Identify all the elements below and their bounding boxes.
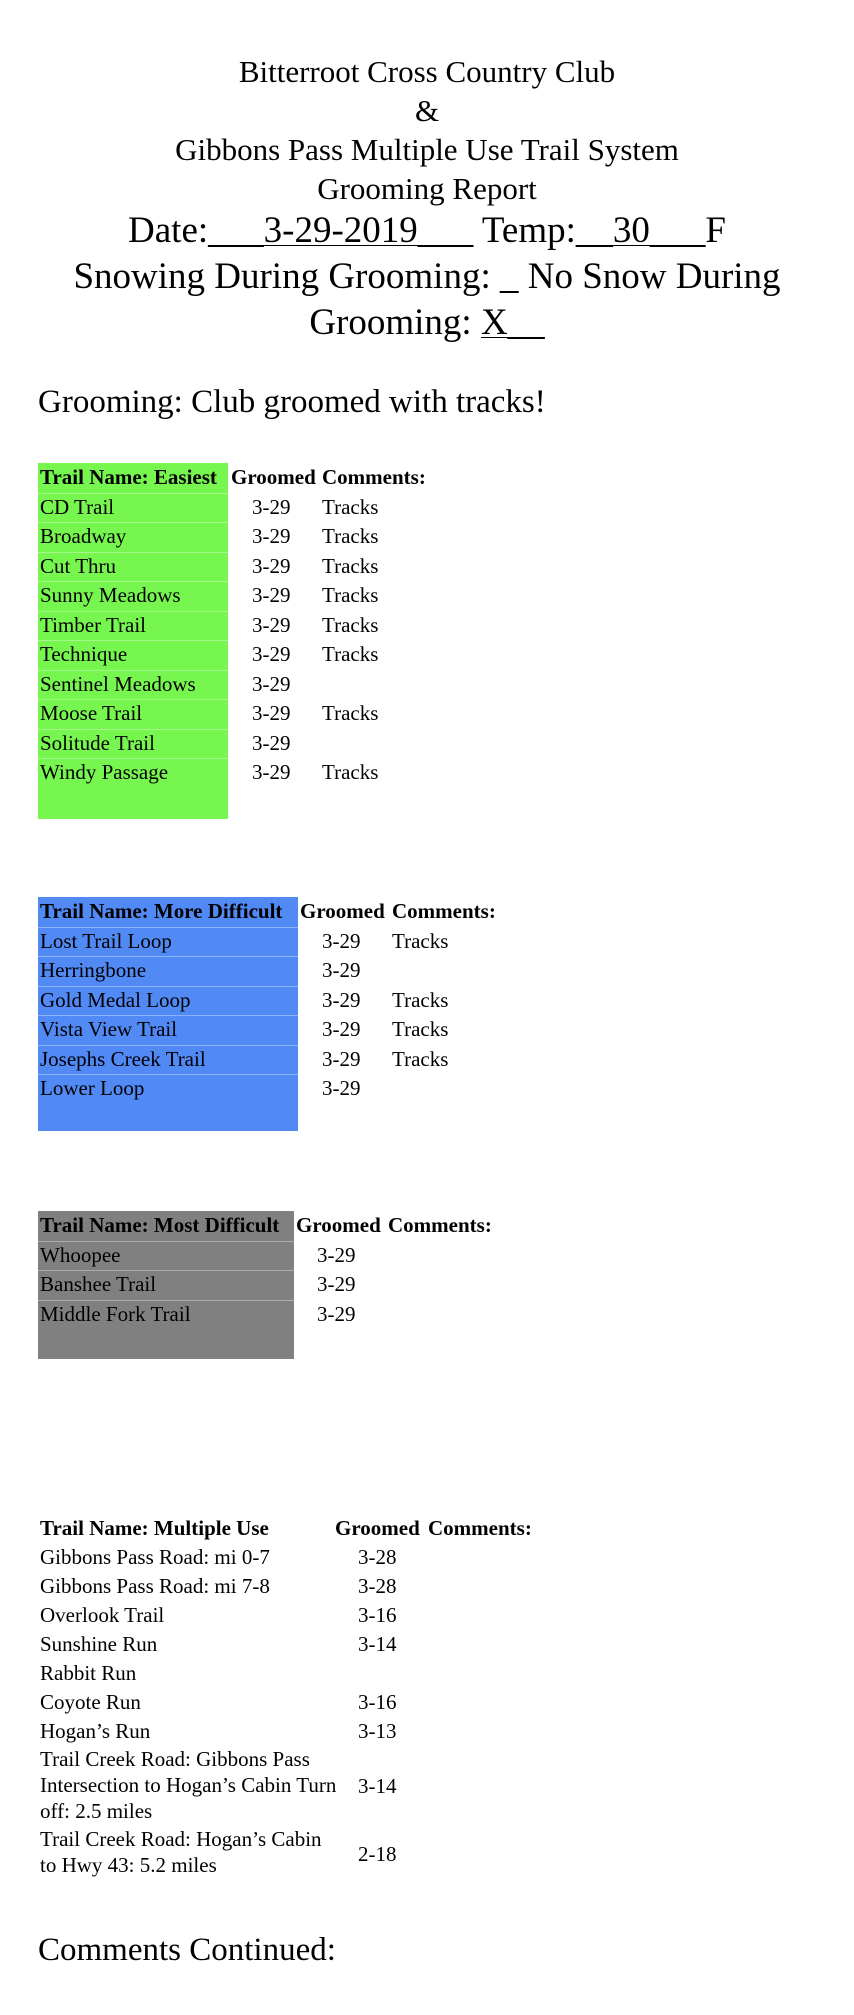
grooming-note: Grooming: Club groomed with tracks! xyxy=(38,384,546,420)
trail-name: Trail Creek Road: Hogan’s Cabin to Hwy 43: 5.2 miles xyxy=(40,1827,322,1877)
trail-name: Moose Trail xyxy=(40,701,143,725)
report-title: Grooming Report xyxy=(317,171,537,206)
groomed-date: 3-29 xyxy=(317,1272,356,1296)
trail-name: Sentinel Meadows xyxy=(40,671,196,696)
groomed-date: 3-16 xyxy=(358,1690,397,1714)
trail-name: Timber Trail xyxy=(40,612,147,637)
groomed-date: 3-28 xyxy=(358,1545,397,1569)
groomed-date: 3-29 xyxy=(322,1017,361,1041)
date-temp-line xyxy=(0,208,854,254)
groomed-date: 3-29 xyxy=(322,1046,361,1071)
header-comments: Comments: xyxy=(428,1516,532,1540)
header-groomed: Groomed xyxy=(300,899,385,923)
trail-name: Overlook Trail xyxy=(40,1603,165,1627)
temp-label: Temp: xyxy=(481,210,576,251)
comments-continued-heading: Comments Continued: xyxy=(38,1932,336,1968)
header-groomed: Groomed xyxy=(231,465,316,489)
groomed-date: 3-29 xyxy=(322,1076,361,1100)
trail-name: Middle Fork Trail xyxy=(40,1301,191,1326)
trail-comment: Tracks xyxy=(322,642,379,666)
trail-name: Lost Trail Loop xyxy=(40,928,172,953)
trail-comment: Tracks xyxy=(322,524,379,548)
temp-value: __30___ xyxy=(575,210,706,251)
trail-comment: Tracks xyxy=(322,760,379,784)
groomed-date: 3-29 xyxy=(252,730,291,755)
trail-name: Sunshine Run xyxy=(40,1632,158,1656)
trail-name: Gold Medal Loop xyxy=(40,987,191,1012)
groomed-date: 3-29 xyxy=(322,958,361,982)
groomed-date: 2-18 xyxy=(358,1841,397,1866)
groomed-date: 3-16 xyxy=(358,1603,397,1627)
no-snow-line xyxy=(0,300,854,346)
groomed-date: 3-14 xyxy=(358,1632,397,1656)
header-groomed: Groomed xyxy=(296,1213,381,1237)
ampersand: & xyxy=(414,93,440,128)
no-snow-value: X__ xyxy=(480,302,545,343)
trail-name: Sunny Meadows xyxy=(40,583,181,607)
header-comments: Comments: xyxy=(392,899,496,923)
trail-name: Lower Loop xyxy=(40,1076,145,1100)
trail-system-name: Gibbons Pass Multiple Use Trail System xyxy=(175,132,679,167)
trail-comment: Tracks xyxy=(322,494,379,519)
trail-name: Whoopee xyxy=(40,1242,121,1267)
trail-name: Coyote Run xyxy=(40,1690,141,1714)
groomed-date: 3-29 xyxy=(317,1242,356,1267)
groomed-date: 3-29 xyxy=(252,524,291,548)
trail-name: Trail Creek Road: Gibbons Pass Intersection to Hogan’s Cabin Turn off: 2.5 miles xyxy=(40,1747,337,1823)
header-groomed: Groomed xyxy=(335,1516,420,1540)
trail-name: Gibbons Pass Road: mi 0-7 xyxy=(40,1545,270,1569)
trail-name: Banshee Trail xyxy=(40,1272,157,1296)
header-trail-name: Trail Name: Easiest xyxy=(40,465,217,489)
groomed-date: 3-29 xyxy=(252,642,291,666)
groomed-date: 3-29 xyxy=(252,760,291,784)
header-trail-name: Trail Name: Multiple Use xyxy=(40,1516,269,1540)
header-trail-name: Trail Name: More Difficult xyxy=(40,899,283,923)
no-snow-label: No Snow During xyxy=(527,256,781,297)
trail-name: Technique xyxy=(40,642,128,666)
club-name: Bitterroot Cross Country Club xyxy=(238,54,616,89)
groomed-date: 3-29 xyxy=(252,612,291,637)
groomed-date: 3-29 xyxy=(322,928,361,953)
snowing-line xyxy=(0,254,854,300)
header-comments: Comments: xyxy=(322,465,426,489)
trail-comment: Tracks xyxy=(392,1046,449,1071)
trail-name: Rabbit Run xyxy=(40,1661,137,1685)
header-comments: Comments: xyxy=(388,1213,492,1237)
temp-unit: F xyxy=(705,210,726,251)
trail-name: Windy Passage xyxy=(40,760,169,784)
groomed-date: 3-29 xyxy=(317,1301,356,1326)
trail-name: Vista View Trail xyxy=(40,1017,178,1041)
trail-name: Gibbons Pass Road: mi 7-8 xyxy=(40,1574,270,1598)
trail-comment: Tracks xyxy=(392,1017,449,1041)
trail-comment: Tracks xyxy=(392,928,449,953)
date-label: Date: xyxy=(128,210,209,251)
date-pre-blank: ___ xyxy=(208,210,264,251)
trail-comment: Tracks xyxy=(392,987,449,1012)
trail-name: Solitude Trail xyxy=(40,730,155,755)
groomed-date: 3-13 xyxy=(358,1719,397,1743)
groomed-date: 3-29 xyxy=(252,553,291,578)
trail-name: Broadway xyxy=(40,524,127,548)
trail-comment: Tracks xyxy=(322,701,379,725)
snowing-label: Snowing During Grooming: xyxy=(73,256,491,297)
header-trail-name: Trail Name: Most Difficult xyxy=(40,1213,280,1237)
groomed-date: 3-29 xyxy=(252,583,291,607)
trail-comment: Tracks xyxy=(322,553,379,578)
groomed-date: 3-29 xyxy=(252,671,291,696)
no-snow-label-2: Grooming: xyxy=(309,302,472,343)
date-post-blank: ___ xyxy=(417,210,474,251)
groomed-date: 3-29 xyxy=(252,494,291,519)
trail-name: Hogan’s Run xyxy=(40,1719,151,1743)
trail-name: Herringbone xyxy=(40,958,147,982)
snowing-value: _ xyxy=(499,256,519,297)
groomed-date: 3-29 xyxy=(252,701,291,725)
date-value: 3-29-2019 xyxy=(263,210,418,251)
trail-name: Cut Thru xyxy=(40,553,117,578)
trail-name: Josephs Creek Trail xyxy=(40,1046,206,1071)
report-header xyxy=(0,52,854,346)
groomed-date: 3-29 xyxy=(322,987,361,1012)
groomed-date: 3-28 xyxy=(358,1574,397,1598)
groomed-date: 3-14 xyxy=(358,1774,397,1798)
trail-comment: Tracks xyxy=(322,612,379,637)
trail-comment: Tracks xyxy=(322,583,379,607)
trail-name: CD Trail xyxy=(40,494,115,519)
